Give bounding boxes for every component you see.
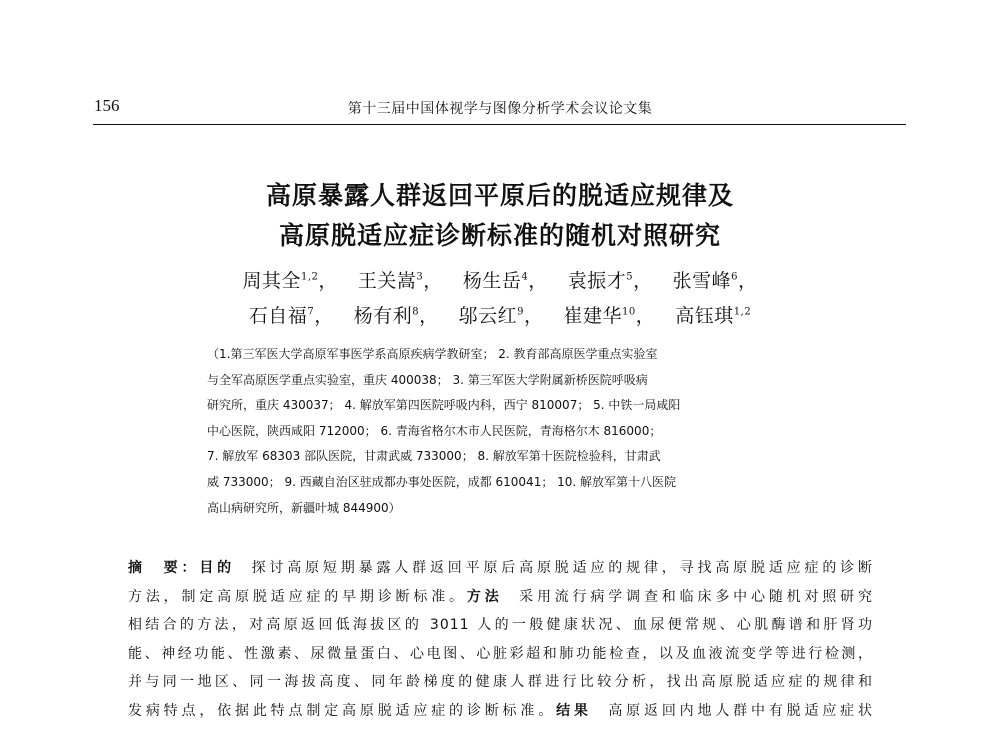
abstract-line: [128, 557, 873, 586]
author: [568, 270, 653, 292]
header-rule: [93, 124, 906, 125]
author-name: 王关嵩: [357, 270, 417, 292]
author-name: 石自福: [248, 305, 308, 327]
author: [358, 270, 443, 292]
authors-line-1: [0, 266, 1000, 293]
author-separator: ，: [314, 305, 334, 327]
affiliation-line: 高山病研究所，新疆叶城 844900）: [207, 500, 401, 515]
author-separator: ，: [524, 305, 544, 327]
author-name: 张雪峰: [672, 270, 732, 292]
author-name: 杨生岳: [462, 270, 522, 292]
abstract-text: 探讨高原短期暴露人群返回平原后高原脱适应的规律，寻找高原脱适应症的诊断: [251, 560, 874, 576]
author-affiliation-sup: 6: [731, 271, 739, 283]
author: [249, 305, 334, 327]
author-name: 邬云红: [458, 305, 518, 327]
author-name: 周其全: [242, 270, 301, 292]
abstract-text: 采用流行病学调查和临床多中心随机对照研究: [519, 588, 873, 605]
abstract-line: 能、神经功能、性激素、尿微量蛋白、心电图、心脏彩超和肺功能检查，以及血液流变学等进行检测，: [128, 645, 873, 662]
abstract-text: 发病特点，依据此特点制定高原脱适应症的诊断标准。: [128, 702, 557, 719]
running-head: 第十三届中国体视学与图像分析学术会议论文集: [347, 101, 653, 117]
author: [564, 305, 656, 327]
author: [463, 270, 548, 292]
affiliations: [207, 345, 807, 524]
purpose-label: 目的: [199, 560, 236, 576]
author: [354, 305, 439, 327]
method-label: 方法: [466, 588, 503, 605]
author-name: 高钰琪: [675, 305, 734, 327]
affiliation-line: （1.第三军医大学高原军事医学系高原疾病学教研室； 2. 教育部高原医学重点实验室: [207, 347, 658, 361]
abstract-text: 高原返回内地人群中有脱适应症状: [608, 702, 874, 719]
author-affiliation-sup: 5: [626, 271, 634, 283]
author-separator: ，: [738, 270, 758, 292]
author: [459, 305, 544, 327]
abstract-line: 相结合的方法，对高原返回低海拔区的 3011 人的一般健康状况、血尿便常规、心肌酶谱和肝肾功: [128, 617, 873, 634]
abstract-text: 方法，制定高原脱适应症的早期诊断标准。: [128, 588, 467, 605]
author-separator: ，: [633, 270, 653, 292]
affiliation-line: 与全军高原医学重点实验室，重庆 400038； 3. 第三军医大学附属新桥医院呼吸病: [207, 372, 648, 387]
abstract-label: 摘 要：: [128, 560, 200, 576]
author-name: 杨有利: [353, 305, 413, 327]
abstract-line: [128, 700, 873, 729]
author: [673, 270, 758, 292]
author-affiliation-sup: 7: [307, 306, 315, 318]
author-separator: ，: [423, 270, 443, 292]
author: [242, 270, 337, 292]
page-number: 156: [94, 96, 120, 115]
author-separator: ，: [528, 270, 548, 292]
author-name: 袁振才: [567, 270, 627, 292]
abstract: [128, 557, 873, 729]
author-affiliation-sup: 1,2: [733, 306, 752, 318]
affiliation-line: 研究所，重庆 430037； 4. 解放军第四医院呼吸内科，西宁 810007； 5. 中铁一局咸阳: [207, 398, 681, 413]
paper-title-line-2: 高原脱适应症诊断标准的随机对照研究: [278, 221, 721, 250]
author-affiliation-sup: 8: [412, 306, 420, 318]
affiliation-line: 中心医院，陕西咸阳 712000； 6. 青海省格尔木市人民医院，青海格尔木 816000；: [207, 423, 662, 438]
author-affiliation-sup: 1,2: [300, 271, 319, 283]
paper-title-line-1: 高原暴露人群返回平原后的脱适应规律及: [265, 181, 734, 210]
author-affiliation-sup: 3: [416, 271, 424, 283]
author-affiliation-sup: 10: [622, 306, 636, 318]
author-name: 崔建华: [563, 305, 623, 327]
author-affiliation-sup: 9: [517, 306, 524, 318]
author-separator: ，: [419, 305, 439, 327]
author: [675, 305, 751, 327]
author-separator: ，: [635, 305, 656, 327]
result-label: 结果: [556, 702, 592, 719]
author-separator: ，: [318, 270, 338, 292]
abstract-line: [128, 586, 873, 615]
authors-line-2: [0, 301, 1000, 328]
affiliation-line: 威 733000； 9. 西藏自治区驻成都办事处医院，成都 610041； 10. 解放军第十八医院: [207, 474, 677, 489]
author-affiliation-sup: 4: [521, 271, 529, 283]
affiliation-line: 7. 解放军 68303 部队医院，甘肃武威 733000； 8. 解放军第十医院检验科，甘肃武: [207, 449, 661, 464]
abstract-line: 并与同一地区、同一海拔高度、同年龄梯度的健康人群进行比较分析，找出高原脱适应症的规律和: [128, 674, 873, 691]
